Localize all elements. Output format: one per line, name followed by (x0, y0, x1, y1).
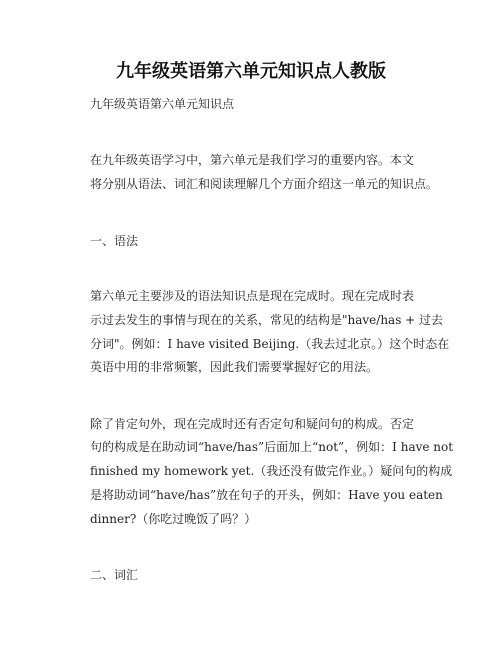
paragraph-line: 是将助动词“have/has”放在句子的开头，例如：Have you eaten (90, 488, 443, 502)
paragraph-line: 英语中用的非常频繁，因此我们需要掌握好它的用法。 (90, 360, 379, 374)
paragraph-line: 分词"。例如：I have visited Beijing.（我去过北京。）这个时态在 (90, 337, 450, 351)
paragraph-line: 第六单元主要涉及的语法知识点是现在完成时。现在完成时表 (90, 289, 415, 303)
paragraph-line: dinner?（你吃过晚饭了吗？） (90, 512, 257, 526)
paragraph-line: 除了肯定句外，现在完成时还有否定句和疑问句的构成。否定 (90, 417, 415, 431)
document-title: 九年级英语第六单元知识点人教版 (116, 61, 386, 82)
paragraph-line: 示过去发生的事情与现在的关系，常见的结构是"have/has + 过去 (90, 313, 444, 327)
document-subtitle: 九年级英语第六单元知识点 (90, 97, 235, 111)
intro-line-2: 将分别从语法、词汇和阅读理解几个方面介绍这一单元的知识点。 (90, 177, 439, 191)
section-heading-grammar: 一、语法 (90, 234, 139, 248)
paragraph-line: 句的构成是在助动词“have/has”后面加上“not”，例如：I have not (90, 440, 454, 454)
intro-line-1: 在九年级英语学习中，第六单元是我们学习的重要内容。本文 (90, 153, 415, 167)
section-heading-vocabulary: 二、词汇 (90, 568, 139, 582)
paragraph-line: finished my homework yet.（我还没有做完作业。）疑问句的构成 (90, 464, 453, 478)
